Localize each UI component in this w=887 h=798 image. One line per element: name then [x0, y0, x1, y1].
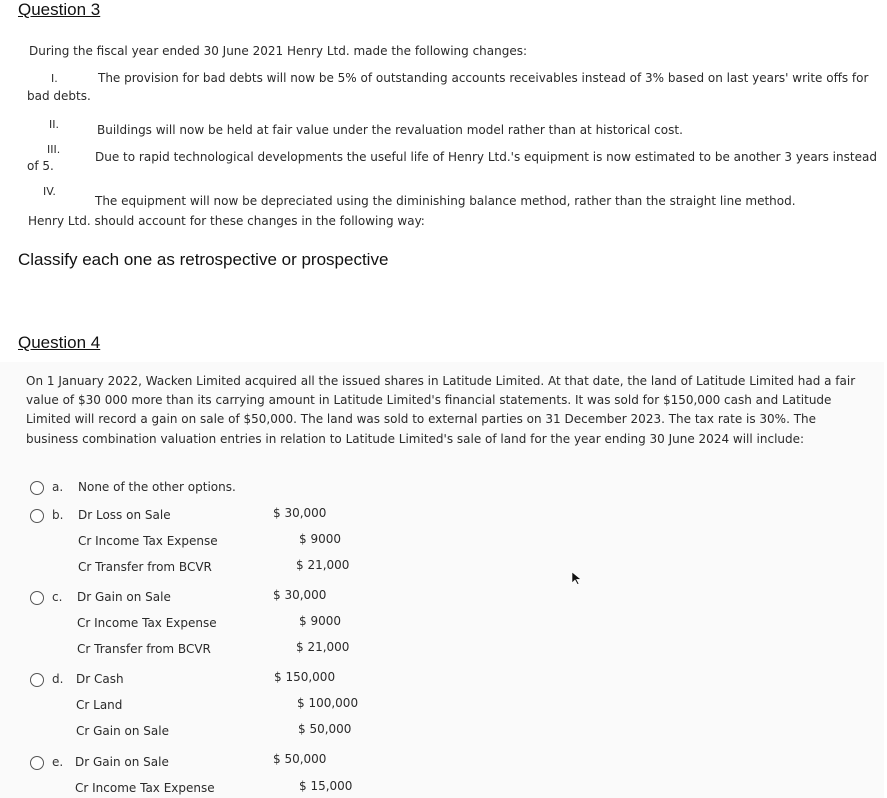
option-letter: c.	[52, 590, 63, 604]
journal-entry-amount: $ 21,000	[296, 558, 350, 572]
option-letter: d.	[52, 672, 64, 686]
journal-entry-amount: $ 100,000	[297, 696, 359, 710]
journal-entry-label: Dr Cash	[76, 672, 124, 686]
q3-item-continuation: of 5.	[27, 159, 54, 173]
journal-entry-amount: $ 150,000	[274, 670, 336, 684]
journal-entry-label: Cr Transfer from BCVR	[78, 560, 212, 574]
q3-instruction: Classify each one as retrospective or prospective	[18, 250, 389, 269]
q4-paragraph-line: On 1 January 2022, Wacken Limited acquired all the issued shares in Latitude Limited. At that date, the land of Latitude Limited had a fair	[26, 374, 856, 388]
journal-entry-amount: $ 50,000	[273, 752, 327, 766]
q3-item-numeral: II.	[49, 118, 59, 131]
journal-entry-amount: $ 30,000	[273, 588, 327, 602]
journal-entry-label: Cr Income Tax Expense	[77, 616, 217, 630]
option-a-text: None of the other options.	[78, 480, 236, 494]
option-letter: a.	[52, 480, 64, 494]
q3-item-numeral: IV.	[43, 185, 56, 198]
q4-paragraph-line: Limited will record a gain on sale of $50,000. The land was sold to external parties on 31 December 2023. The tax rate is 30%. The	[26, 412, 817, 426]
q3-item-numeral: III.	[47, 143, 61, 156]
journal-entry-amount: $ 21,000	[296, 640, 350, 654]
journal-entry-label: Cr Income Tax Expense	[78, 534, 218, 548]
journal-entry-label: Cr Gain on Sale	[76, 724, 169, 738]
question-3-body	[0, 30, 884, 230]
question-4-body	[0, 362, 884, 798]
question-3-heading: Question 3	[18, 0, 101, 19]
q3-item-text: Buildings will now be held at fair value under the revaluation model rather than at historical cost.	[97, 123, 683, 137]
journal-entry-amount: $ 9000	[299, 532, 341, 546]
radio-button-b[interactable]	[30, 509, 44, 523]
mouse-cursor-icon	[571, 571, 583, 585]
journal-entry-label: Dr Gain on Sale	[77, 590, 171, 604]
journal-entry-amount: $ 50,000	[298, 722, 352, 736]
question-4-heading: Question 4	[18, 333, 101, 352]
journal-entry-label: Cr Income Tax Expense	[75, 781, 215, 795]
journal-entry-amount: $ 30,000	[273, 506, 327, 520]
journal-entry-label: Dr Loss on Sale	[78, 508, 171, 522]
q3-item-continuation: bad debts.	[27, 89, 91, 103]
journal-entry-amount: $ 15,000	[299, 779, 353, 793]
q4-paragraph-line: business combination valuation entries in relation to Latitude Limited's sale of land for the year ending 30 June 2024 will include:	[26, 432, 805, 446]
q3-item-numeral: I.	[51, 72, 58, 85]
radio-button-c[interactable]	[30, 591, 44, 605]
radio-button-d[interactable]	[30, 673, 44, 687]
radio-button-e[interactable]	[30, 756, 44, 770]
q3-closing: Henry Ltd. should account for these changes in the following way:	[28, 214, 425, 228]
journal-entry-amount: $ 9000	[299, 614, 341, 628]
radio-button-a[interactable]	[30, 481, 44, 495]
q3-item-text: The provision for bad debts will now be 5% of outstanding accounts receivables instead of 3% based on last years' write offs for	[98, 71, 869, 85]
q3-item-text: Due to rapid technological developments the useful life of Henry Ltd.'s equipment is now estimated to be another 3 years instead	[95, 150, 877, 164]
answer-option-a[interactable]	[30, 480, 390, 500]
option-letter: b.	[52, 508, 64, 522]
journal-entry-label: Cr Transfer from BCVR	[77, 642, 211, 656]
option-letter: e.	[52, 755, 64, 769]
q3-intro: During the fiscal year ended 30 June 2021 Henry Ltd. made the following changes:	[29, 44, 528, 58]
q3-item-text: The equipment will now be depreciated using the diminishing balance method, rather than the straight line method.	[95, 194, 796, 208]
journal-entry-label: Dr Gain on Sale	[75, 755, 169, 769]
q4-paragraph-line: value of $30 000 more than its carrying amount in Latitude Limited's financial statements. It was sold for $150,000 cash and Latitude	[26, 393, 832, 407]
journal-entry-label: Cr Land	[76, 698, 123, 712]
